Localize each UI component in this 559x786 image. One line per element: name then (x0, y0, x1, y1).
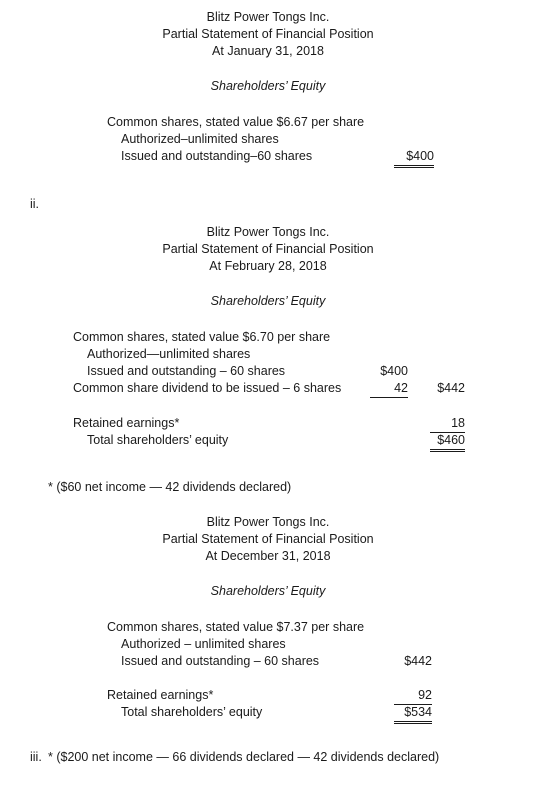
stmt1-line3: Issued and outstanding–60 shares (121, 149, 313, 163)
stmt1-line1: Common shares, stated value $6.67 per share (107, 115, 365, 129)
stmt2-footnote: * ($60 net income — 42 dividends declared) (48, 480, 292, 494)
footnote-iii: * ($200 net income — 66 dividends declared — 42 dividends declared) (48, 750, 440, 764)
stmt2-line2: Authorized—unlimited shares (87, 347, 251, 361)
stmt1-company: Blitz Power Tongs Inc. (206, 10, 330, 24)
stmt2-date: At February 28, 2018 (209, 259, 327, 273)
stmt3-title: Partial Statement of Financial Position (162, 532, 374, 546)
stmt3-company: Blitz Power Tongs Inc. (206, 515, 330, 529)
stmt2-company: Blitz Power Tongs Inc. (206, 225, 330, 239)
stmt2-section: Shareholders’ Equity (210, 294, 326, 308)
stmt3-line3-amount: $442 (404, 654, 432, 668)
label-ii: ii. (30, 197, 40, 211)
stmt3-line3: Issued and outstanding – 60 shares (121, 654, 320, 668)
stmt2-line5-amount: 18 (451, 416, 465, 430)
stmt2-line1: Common shares, stated value $6.70 per share (73, 330, 331, 344)
stmt1-date: At January 31, 2018 (212, 44, 324, 58)
stmt3-line1: Common shares, stated value $7.37 per share (107, 620, 365, 634)
stmt2-title: Partial Statement of Financial Position (162, 242, 374, 256)
stmt3-line5-amount: $534 (394, 704, 432, 724)
stmt1-section: Shareholders’ Equity (210, 79, 326, 93)
stmt2-line3-amount: $400 (380, 364, 408, 378)
stmt2-line3: Issued and outstanding – 60 shares (87, 364, 286, 378)
stmt2-line4-amount: 42 (370, 381, 408, 398)
stmt3-line2: Authorized – unlimited shares (121, 637, 286, 651)
stmt1-title: Partial Statement of Financial Position (162, 27, 374, 41)
stmt1-line2: Authorized–unlimited shares (121, 132, 279, 146)
stmt3-section: Shareholders’ Equity (210, 584, 326, 598)
stmt2-line5: Retained earnings* (73, 416, 180, 430)
stmt2-line6: Total shareholders’ equity (87, 433, 229, 447)
stmt1-total: $400 (394, 149, 434, 168)
stmt3-date: At December 31, 2018 (205, 549, 331, 563)
stmt3-line5: Total shareholders’ equity (121, 705, 263, 719)
stmt3-line4: Retained earnings* (107, 688, 214, 702)
label-iii: iii. (30, 750, 42, 764)
stmt2-line4: Common share dividend to be issued – 6 shares (73, 381, 342, 395)
stmt2-line4-total: $442 (437, 381, 465, 395)
stmt3-line4-amount: 92 (418, 688, 432, 702)
stmt2-line6-amount: $460 (430, 432, 465, 452)
